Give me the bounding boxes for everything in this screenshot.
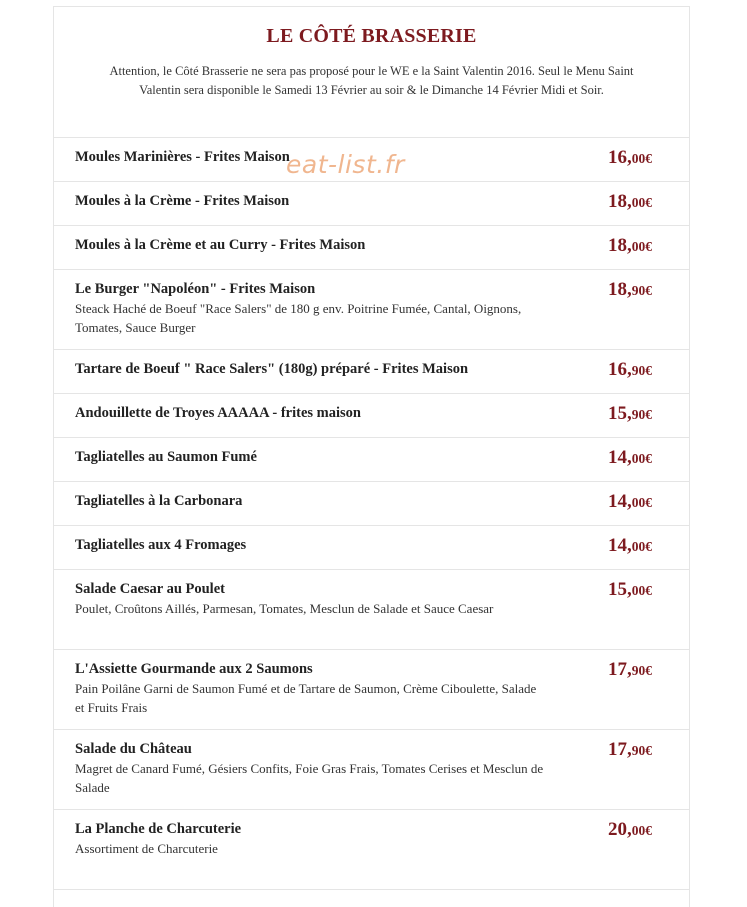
- item-price-int: 18,: [608, 191, 632, 212]
- item-price-dec: 90€: [631, 743, 652, 758]
- item-price-int: 17,: [608, 659, 632, 680]
- item-price-int: 16,: [608, 147, 632, 168]
- item-price: [608, 235, 652, 257]
- item-name: Tagliatelles à la Carbonara: [75, 493, 243, 509]
- section-title: LE CÔTÉ BRASSERIE: [266, 25, 477, 47]
- menu-item: [54, 526, 689, 570]
- watermark: eat-list.fr: [286, 150, 405, 179]
- item-price-dec: 00€: [631, 195, 652, 210]
- menu-item: [54, 138, 689, 182]
- item-name: L'Assiette Gourmande aux 2 Saumons: [75, 661, 313, 677]
- item-name: Moules Marinières - Frites Maison: [75, 149, 290, 165]
- item-price-int: 17,: [608, 739, 632, 760]
- item-name: Andouillette de Troyes AAAAA - frites maison: [75, 405, 361, 421]
- item-name: La Planche de Charcuterie: [75, 821, 242, 837]
- item-price-dec: 00€: [631, 539, 652, 554]
- item-price: [608, 191, 652, 213]
- item-name: Tagliatelles aux 4 Fromages: [75, 537, 247, 553]
- item-price: [608, 447, 652, 469]
- item-price: [608, 739, 652, 761]
- item-price: [608, 359, 652, 381]
- item-price-dec: 00€: [631, 495, 652, 510]
- menu-item: [54, 350, 689, 394]
- item-description: Assortiment de Charcuterie: [75, 841, 218, 856]
- item-price-int: 20,: [608, 819, 632, 840]
- item-price: [608, 147, 652, 169]
- item-price-int: 16,: [608, 359, 632, 380]
- menu-item: [54, 810, 689, 890]
- item-price-int: 18,: [608, 279, 632, 300]
- item-price-dec: 90€: [631, 663, 652, 678]
- item-price: [608, 659, 652, 681]
- item-price-dec: 00€: [631, 583, 652, 598]
- menu-item: [54, 482, 689, 526]
- item-description: Poulet, Croûtons Aillés, Parmesan, Tomates, Mesclun de Salade et Sauce Caesar: [75, 601, 494, 616]
- item-price-int: 15,: [608, 403, 632, 424]
- section-notice: Attention, le Côté Brasserie ne sera pas proposé pour le WE e la Saint Valentin 2016. Seul le Menu Saint Valentin sera disponible le Samedi 13 Février au soir & le Dimanche 14 Février Midi et Soir.: [109, 64, 634, 97]
- item-name: Moules à la Crème - Frites Maison: [75, 193, 290, 209]
- item-price: [608, 535, 652, 557]
- item-price: [608, 279, 652, 301]
- item-price-dec: 90€: [631, 283, 652, 298]
- item-price-dec: 90€: [631, 363, 652, 378]
- item-price: [608, 403, 652, 425]
- item-price-dec: 90€: [631, 407, 652, 422]
- item-price-dec: 00€: [631, 239, 652, 254]
- item-price: [608, 579, 652, 601]
- item-name: Salade Caesar au Poulet: [75, 581, 225, 597]
- item-name: Moules à la Crème et au Curry - Frites Maison: [75, 237, 366, 253]
- menu-item: [54, 438, 689, 482]
- menu-item: [54, 650, 689, 730]
- item-description: Steack Haché de Boeuf "Race Salers" de 180 g env. Poitrine Fumée, Cantal, Oignons, Tomates, Sauce Burger: [75, 301, 522, 335]
- item-price-dec: 00€: [631, 151, 652, 166]
- menu-item: [54, 226, 689, 270]
- item-description: Magret de Canard Fumé, Gésiers Confits, Foie Gras Frais, Tomates Cerises et Mesclun de Salade: [75, 761, 544, 795]
- item-price-dec: 00€: [631, 823, 652, 838]
- menu-item: [54, 570, 689, 650]
- item-name: Tagliatelles au Saumon Fumé: [75, 449, 257, 465]
- item-price-int: 14,: [608, 447, 632, 468]
- item-name: Le Burger "Napoléon" - Frites Maison: [75, 281, 316, 297]
- menu-item: [54, 394, 689, 438]
- item-price: [608, 491, 652, 513]
- item-price-dec: 00€: [631, 451, 652, 466]
- item-price-int: 14,: [608, 491, 632, 512]
- item-price-int: 18,: [608, 235, 632, 256]
- menu-item: [54, 182, 689, 226]
- item-name: Salade du Château: [75, 741, 192, 757]
- item-price: [608, 819, 652, 841]
- menu-card: [53, 6, 690, 907]
- item-price-int: 14,: [608, 535, 632, 556]
- item-description: Pain Poilâne Garni de Saumon Fumé et de Tartare de Saumon, Crème Ciboulette, Salade et Fruits Frais: [75, 681, 537, 715]
- item-price-int: 15,: [608, 579, 632, 600]
- menu-item: [54, 270, 689, 350]
- menu-item: [54, 730, 689, 810]
- menu-list: [54, 137, 689, 890]
- item-name: Tartare de Boeuf " Race Salers" (180g) préparé - Frites Maison: [75, 361, 469, 377]
